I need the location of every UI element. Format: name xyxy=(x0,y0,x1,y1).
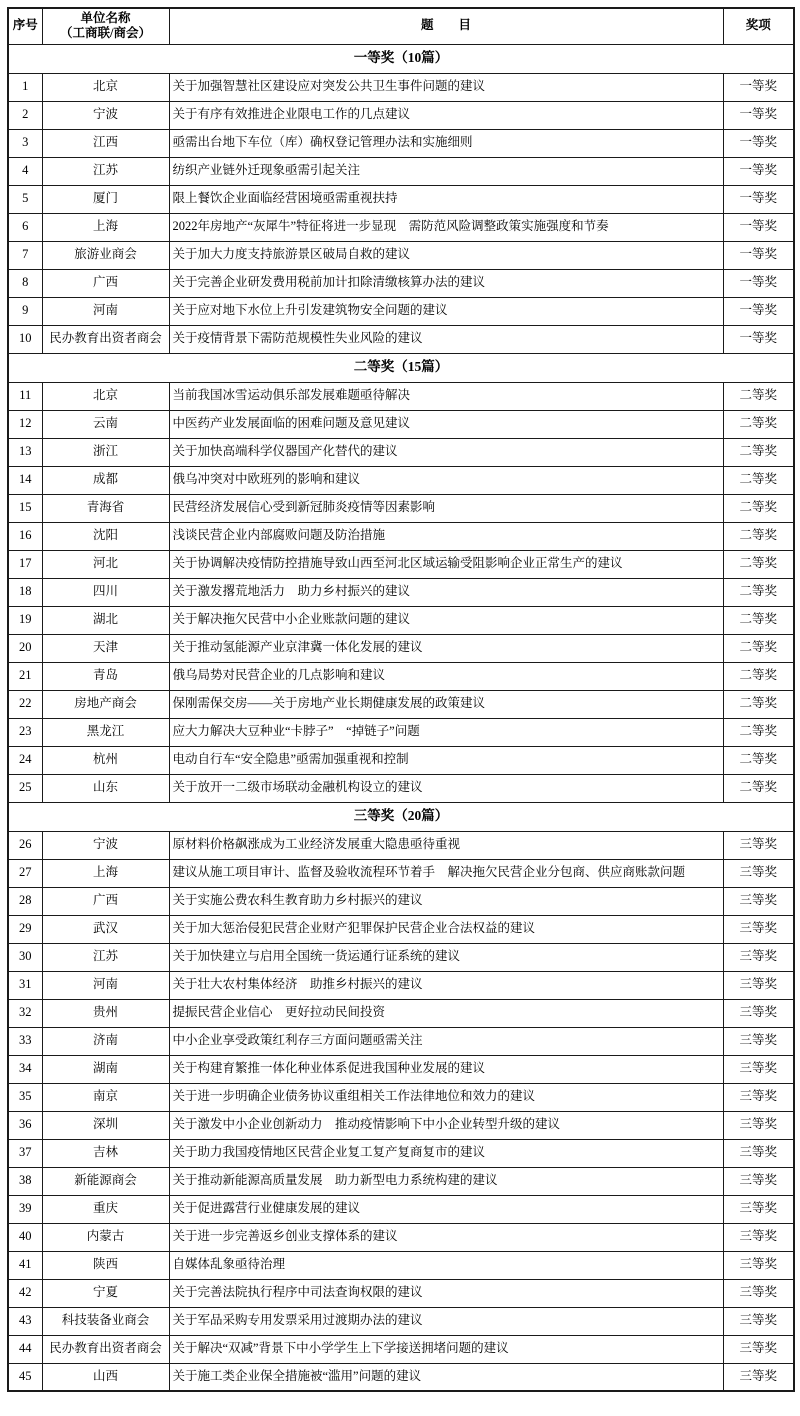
cell-award: 一等奖 xyxy=(723,241,794,269)
cell-serial-number: 37 xyxy=(8,1139,42,1167)
column-header-unit-line1: 单位名称 xyxy=(80,10,131,25)
cell-serial-number: 27 xyxy=(8,859,42,887)
cell-title: 民营经济发展信心受到新冠肺炎疫情等因素影响 xyxy=(169,494,723,522)
cell-award: 二等奖 xyxy=(723,662,794,690)
cell-title: 中医药产业发展面临的困难问题及意见建议 xyxy=(169,410,723,438)
section-header-row xyxy=(8,353,794,382)
table-row xyxy=(8,690,794,718)
cell-title: 关于加快建立与启用全国统一货运通行证系统的建议 xyxy=(169,943,723,971)
column-header-title: 题 目 xyxy=(169,8,723,44)
cell-serial-number: 10 xyxy=(8,325,42,353)
cell-award: 二等奖 xyxy=(723,438,794,466)
cell-award: 二等奖 xyxy=(723,578,794,606)
cell-title: 关于实施公费农科生教育助力乡村振兴的建议 xyxy=(169,887,723,915)
table-row xyxy=(8,1055,794,1083)
cell-award: 三等奖 xyxy=(723,943,794,971)
cell-unit-name: 青海省 xyxy=(42,494,169,522)
cell-award: 三等奖 xyxy=(723,999,794,1027)
table-row xyxy=(8,915,794,943)
cell-unit-name: 北京 xyxy=(42,382,169,410)
cell-unit-name: 宁夏 xyxy=(42,1279,169,1307)
cell-title: 关于军品采购专用发票采用过渡期办法的建议 xyxy=(169,1307,723,1335)
cell-title: 关于加大惩治侵犯民营企业财产犯罪保护民营企业合法权益的建议 xyxy=(169,915,723,943)
table-row xyxy=(8,887,794,915)
cell-award: 一等奖 xyxy=(723,157,794,185)
cell-serial-number: 23 xyxy=(8,718,42,746)
table-row xyxy=(8,606,794,634)
cell-unit-name: 房地产商会 xyxy=(42,690,169,718)
cell-serial-number: 14 xyxy=(8,466,42,494)
table-row xyxy=(8,213,794,241)
cell-title: 保刚需保交房——关于房地产业长期健康发展的政策建议 xyxy=(169,690,723,718)
cell-award: 二等奖 xyxy=(723,466,794,494)
cell-unit-name: 上海 xyxy=(42,859,169,887)
table-row xyxy=(8,382,794,410)
column-header-unit-line2: （工商联/商会） xyxy=(60,26,151,41)
cell-serial-number: 43 xyxy=(8,1307,42,1335)
cell-unit-name: 湖南 xyxy=(42,1055,169,1083)
table-row xyxy=(8,831,794,859)
table-row xyxy=(8,522,794,550)
cell-title: 浅谈民营企业内部腐败问题及防治措施 xyxy=(169,522,723,550)
section-title: 一等奖（10篇） xyxy=(8,44,794,73)
cell-unit-name: 江苏 xyxy=(42,157,169,185)
cell-title: 纺织产业链外迁现象亟需引起关注 xyxy=(169,157,723,185)
cell-unit-name: 济南 xyxy=(42,1027,169,1055)
table-row xyxy=(8,410,794,438)
cell-award: 三等奖 xyxy=(723,1167,794,1195)
cell-serial-number: 4 xyxy=(8,157,42,185)
table-header-row xyxy=(8,8,794,44)
table-row xyxy=(8,466,794,494)
cell-title: 关于推动氢能源产业京津冀一体化发展的建议 xyxy=(169,634,723,662)
cell-unit-name: 贵州 xyxy=(42,999,169,1027)
cell-title: 俄乌冲突对中欧班列的影响和建议 xyxy=(169,466,723,494)
table-row xyxy=(8,634,794,662)
cell-title: 提振民营企业信心 更好拉动民间投资 xyxy=(169,999,723,1027)
cell-award: 二等奖 xyxy=(723,774,794,802)
cell-award: 三等奖 xyxy=(723,971,794,999)
cell-serial-number: 44 xyxy=(8,1335,42,1363)
table-row xyxy=(8,1223,794,1251)
cell-title: 关于应对地下水位上升引发建筑物安全问题的建议 xyxy=(169,297,723,325)
cell-serial-number: 24 xyxy=(8,746,42,774)
cell-unit-name: 河南 xyxy=(42,297,169,325)
cell-serial-number: 9 xyxy=(8,297,42,325)
cell-unit-name: 山西 xyxy=(42,1363,169,1391)
cell-award: 三等奖 xyxy=(723,1083,794,1111)
cell-award: 三等奖 xyxy=(723,1335,794,1363)
table-row xyxy=(8,297,794,325)
table-row xyxy=(8,578,794,606)
cell-unit-name: 黑龙江 xyxy=(42,718,169,746)
cell-title: 关于放开一二级市场联动金融机构设立的建议 xyxy=(169,774,723,802)
cell-award: 一等奖 xyxy=(723,73,794,101)
table-row xyxy=(8,241,794,269)
cell-title: 俄乌局势对民营企业的几点影响和建议 xyxy=(169,662,723,690)
cell-title: 关于壮大农村集体经济 助推乡村振兴的建议 xyxy=(169,971,723,999)
cell-serial-number: 30 xyxy=(8,943,42,971)
cell-serial-number: 1 xyxy=(8,73,42,101)
cell-award: 三等奖 xyxy=(723,1195,794,1223)
cell-serial-number: 7 xyxy=(8,241,42,269)
cell-serial-number: 34 xyxy=(8,1055,42,1083)
cell-serial-number: 17 xyxy=(8,550,42,578)
cell-title: 关于进一步完善返乡创业支撑体系的建议 xyxy=(169,1223,723,1251)
cell-serial-number: 33 xyxy=(8,1027,42,1055)
table-row xyxy=(8,1083,794,1111)
table-row xyxy=(8,999,794,1027)
cell-award: 三等奖 xyxy=(723,915,794,943)
section-header-row xyxy=(8,802,794,831)
cell-serial-number: 36 xyxy=(8,1111,42,1139)
cell-unit-name: 重庆 xyxy=(42,1195,169,1223)
cell-award: 三等奖 xyxy=(723,1363,794,1391)
cell-serial-number: 22 xyxy=(8,690,42,718)
cell-title: 2022年房地产“灰犀牛”特征将进一步显现 需防范风险调整政策实施强度和节奏 xyxy=(169,213,723,241)
section-title: 三等奖（20篇） xyxy=(8,802,794,831)
cell-title: 关于完善企业研发费用税前加计扣除清缴核算办法的建议 xyxy=(169,269,723,297)
cell-serial-number: 26 xyxy=(8,831,42,859)
cell-serial-number: 42 xyxy=(8,1279,42,1307)
cell-award: 三等奖 xyxy=(723,859,794,887)
cell-serial-number: 6 xyxy=(8,213,42,241)
cell-title: 关于有序有效推进企业限电工作的几点建议 xyxy=(169,101,723,129)
cell-unit-name: 南京 xyxy=(42,1083,169,1111)
cell-title: 当前我国冰雪运动俱乐部发展难题亟待解决 xyxy=(169,382,723,410)
table-row xyxy=(8,494,794,522)
table-row xyxy=(8,662,794,690)
cell-serial-number: 25 xyxy=(8,774,42,802)
table-row xyxy=(8,129,794,157)
cell-serial-number: 45 xyxy=(8,1363,42,1391)
cell-title: 应大力解决大豆种业“卡脖子” “掉链子”问题 xyxy=(169,718,723,746)
cell-title: 原材料价格飙涨成为工业经济发展重大隐患亟待重视 xyxy=(169,831,723,859)
cell-serial-number: 28 xyxy=(8,887,42,915)
cell-serial-number: 11 xyxy=(8,382,42,410)
cell-award: 一等奖 xyxy=(723,213,794,241)
cell-serial-number: 21 xyxy=(8,662,42,690)
cell-title: 关于完善法院执行程序中司法查询权限的建议 xyxy=(169,1279,723,1307)
cell-unit-name: 广西 xyxy=(42,887,169,915)
cell-serial-number: 40 xyxy=(8,1223,42,1251)
column-header-no: 序号 xyxy=(8,8,42,44)
cell-award: 三等奖 xyxy=(723,831,794,859)
cell-unit-name: 天津 xyxy=(42,634,169,662)
cell-title: 关于助力我国疫情地区民营企业复工复产复商复市的建议 xyxy=(169,1139,723,1167)
cell-serial-number: 12 xyxy=(8,410,42,438)
cell-award: 一等奖 xyxy=(723,325,794,353)
cell-serial-number: 8 xyxy=(8,269,42,297)
cell-title: 关于促进露营行业健康发展的建议 xyxy=(169,1195,723,1223)
table-row xyxy=(8,1111,794,1139)
cell-award: 三等奖 xyxy=(723,1223,794,1251)
cell-award: 二等奖 xyxy=(723,410,794,438)
cell-unit-name: 宁波 xyxy=(42,101,169,129)
table-row xyxy=(8,718,794,746)
table-row xyxy=(8,1167,794,1195)
table-row xyxy=(8,101,794,129)
cell-unit-name: 云南 xyxy=(42,410,169,438)
cell-title: 关于加快高端科学仪器国产化替代的建议 xyxy=(169,438,723,466)
table-row xyxy=(8,1139,794,1167)
cell-award: 二等奖 xyxy=(723,690,794,718)
cell-unit-name: 武汉 xyxy=(42,915,169,943)
cell-title: 限上餐饮企业面临经营困境亟需重视扶持 xyxy=(169,185,723,213)
cell-serial-number: 18 xyxy=(8,578,42,606)
cell-unit-name: 河北 xyxy=(42,550,169,578)
cell-award: 二等奖 xyxy=(723,746,794,774)
cell-unit-name: 成都 xyxy=(42,466,169,494)
cell-unit-name: 江西 xyxy=(42,129,169,157)
cell-award: 三等奖 xyxy=(723,1279,794,1307)
table-row xyxy=(8,1307,794,1335)
table-row xyxy=(8,859,794,887)
cell-unit-name: 广西 xyxy=(42,269,169,297)
cell-title: 关于激发撂荒地活力 助力乡村振兴的建议 xyxy=(169,578,723,606)
cell-award: 一等奖 xyxy=(723,129,794,157)
cell-title: 关于解决“双减”背景下中小学学生上下学接送拥堵问题的建议 xyxy=(169,1335,723,1363)
cell-unit-name: 吉林 xyxy=(42,1139,169,1167)
cell-award: 二等奖 xyxy=(723,382,794,410)
cell-award: 三等奖 xyxy=(723,1111,794,1139)
cell-award: 二等奖 xyxy=(723,606,794,634)
cell-unit-name: 浙江 xyxy=(42,438,169,466)
table-row xyxy=(8,1027,794,1055)
cell-award: 二等奖 xyxy=(723,718,794,746)
cell-unit-name: 陕西 xyxy=(42,1251,169,1279)
table-row xyxy=(8,438,794,466)
table-row xyxy=(8,73,794,101)
cell-award: 二等奖 xyxy=(723,522,794,550)
cell-unit-name: 民办教育出资者商会 xyxy=(42,1335,169,1363)
cell-serial-number: 41 xyxy=(8,1251,42,1279)
table-row xyxy=(8,1195,794,1223)
table-row xyxy=(8,1335,794,1363)
table-row xyxy=(8,550,794,578)
cell-award: 二等奖 xyxy=(723,634,794,662)
cell-serial-number: 38 xyxy=(8,1167,42,1195)
cell-unit-name: 青岛 xyxy=(42,662,169,690)
cell-unit-name: 民办教育出资者商会 xyxy=(42,325,169,353)
table-row xyxy=(8,185,794,213)
table-row xyxy=(8,971,794,999)
cell-award: 三等奖 xyxy=(723,1055,794,1083)
cell-title: 亟需出台地下车位（库）确权登记管理办法和实施细则 xyxy=(169,129,723,157)
table-row xyxy=(8,746,794,774)
cell-title: 关于进一步明确企业债务协议重组相关工作法律地位和效力的建议 xyxy=(169,1083,723,1111)
cell-title: 关于加强智慧社区建设应对突发公共卫生事件问题的建议 xyxy=(169,73,723,101)
cell-title: 关于激发中小企业创新动力 推动疫情影响下中小企业转型升级的建议 xyxy=(169,1111,723,1139)
cell-title: 中小企业享受政策红利存三方面问题亟需关注 xyxy=(169,1027,723,1055)
cell-award: 一等奖 xyxy=(723,185,794,213)
cell-award: 一等奖 xyxy=(723,269,794,297)
cell-serial-number: 3 xyxy=(8,129,42,157)
cell-title: 关于疫情背景下需防范规模性失业风险的建议 xyxy=(169,325,723,353)
column-header-award: 奖项 xyxy=(723,8,794,44)
cell-award: 三等奖 xyxy=(723,1251,794,1279)
cell-unit-name: 旅游业商会 xyxy=(42,241,169,269)
cell-award: 一等奖 xyxy=(723,101,794,129)
cell-unit-name: 厦门 xyxy=(42,185,169,213)
table-row xyxy=(8,1363,794,1391)
cell-award: 三等奖 xyxy=(723,887,794,915)
cell-unit-name: 新能源商会 xyxy=(42,1167,169,1195)
table-row xyxy=(8,1279,794,1307)
cell-title: 建议从施工项目审计、监督及验收流程环节着手 解决拖欠民营企业分包商、供应商账款问题 xyxy=(169,859,723,887)
cell-unit-name: 上海 xyxy=(42,213,169,241)
cell-title: 关于施工类企业保全措施被“滥用”问题的建议 xyxy=(169,1363,723,1391)
cell-award: 一等奖 xyxy=(723,297,794,325)
cell-serial-number: 16 xyxy=(8,522,42,550)
cell-unit-name: 内蒙古 xyxy=(42,1223,169,1251)
cell-unit-name: 河南 xyxy=(42,971,169,999)
cell-title: 电动自行车“安全隐患”亟需加强重视和控制 xyxy=(169,746,723,774)
table-row xyxy=(8,157,794,185)
cell-title: 关于协调解决疫情防控措施导致山西至河北区域运输受阻影响企业正常生产的建议 xyxy=(169,550,723,578)
cell-serial-number: 19 xyxy=(8,606,42,634)
cell-serial-number: 13 xyxy=(8,438,42,466)
cell-unit-name: 深圳 xyxy=(42,1111,169,1139)
cell-serial-number: 29 xyxy=(8,915,42,943)
cell-award: 三等奖 xyxy=(723,1307,794,1335)
cell-unit-name: 北京 xyxy=(42,73,169,101)
cell-serial-number: 20 xyxy=(8,634,42,662)
cell-serial-number: 2 xyxy=(8,101,42,129)
cell-award: 三等奖 xyxy=(723,1139,794,1167)
section-header-row xyxy=(8,44,794,73)
cell-unit-name: 科技装备业商会 xyxy=(42,1307,169,1335)
table-body xyxy=(8,44,794,1391)
cell-serial-number: 31 xyxy=(8,971,42,999)
cell-unit-name: 山东 xyxy=(42,774,169,802)
cell-award: 二等奖 xyxy=(723,494,794,522)
cell-title: 关于构建育繁推一体化种业体系促进我国种业发展的建议 xyxy=(169,1055,723,1083)
cell-unit-name: 杭州 xyxy=(42,746,169,774)
cell-title: 关于推动新能源高质量发展 助力新型电力系统构建的建议 xyxy=(169,1167,723,1195)
cell-serial-number: 15 xyxy=(8,494,42,522)
table-row xyxy=(8,774,794,802)
column-header-unit xyxy=(42,8,169,44)
cell-title: 关于解决拖欠民营中小企业账款问题的建议 xyxy=(169,606,723,634)
cell-unit-name: 宁波 xyxy=(42,831,169,859)
awards-table xyxy=(7,7,795,1392)
cell-serial-number: 35 xyxy=(8,1083,42,1111)
cell-award: 二等奖 xyxy=(723,550,794,578)
section-title: 二等奖（15篇） xyxy=(8,353,794,382)
table-row xyxy=(8,943,794,971)
cell-title: 自媒体乱象亟待治理 xyxy=(169,1251,723,1279)
table-row xyxy=(8,269,794,297)
cell-serial-number: 5 xyxy=(8,185,42,213)
cell-serial-number: 32 xyxy=(8,999,42,1027)
cell-unit-name: 江苏 xyxy=(42,943,169,971)
cell-unit-name: 湖北 xyxy=(42,606,169,634)
cell-unit-name: 沈阳 xyxy=(42,522,169,550)
table-row xyxy=(8,325,794,353)
cell-unit-name: 四川 xyxy=(42,578,169,606)
cell-serial-number: 39 xyxy=(8,1195,42,1223)
table-row xyxy=(8,1251,794,1279)
cell-award: 三等奖 xyxy=(723,1027,794,1055)
cell-title: 关于加大力度支持旅游景区破局自救的建议 xyxy=(169,241,723,269)
